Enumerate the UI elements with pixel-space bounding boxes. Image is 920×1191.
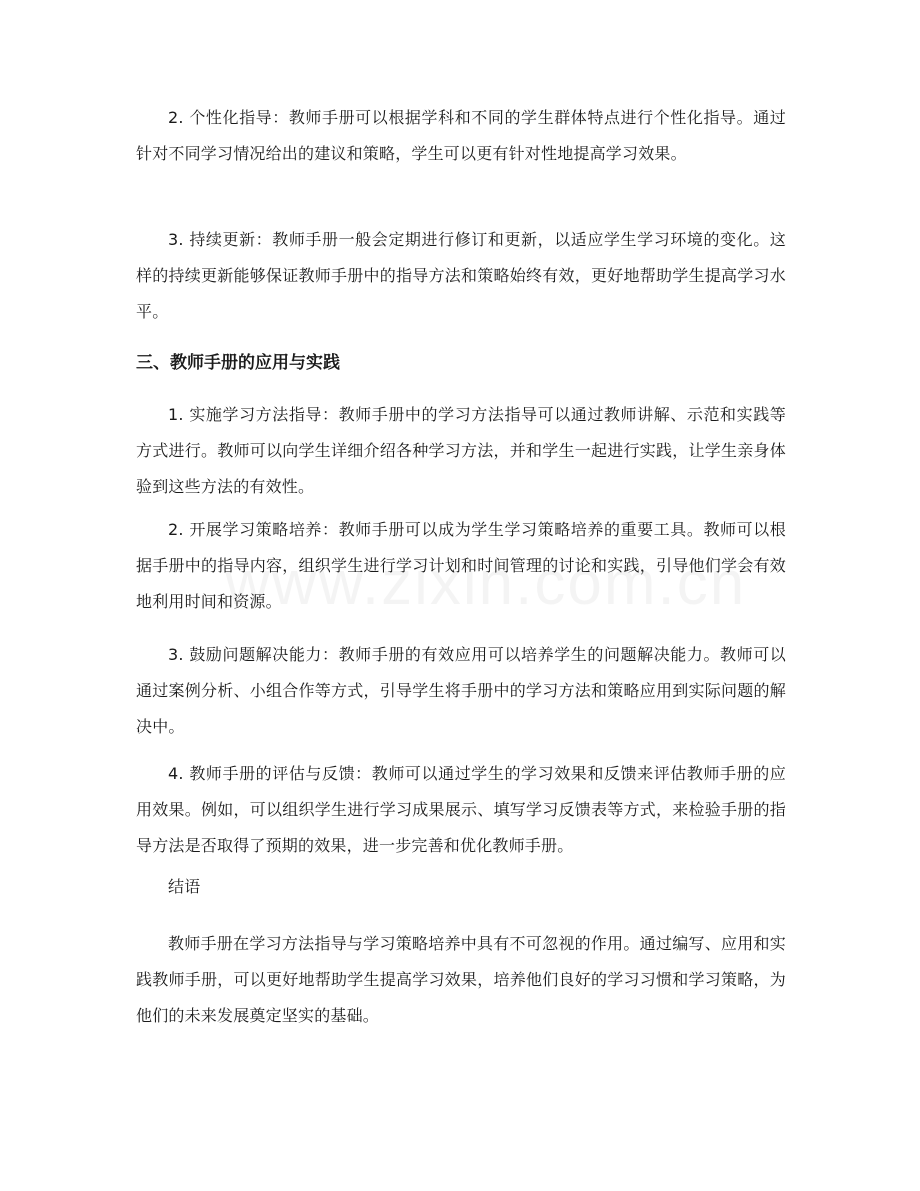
paragraph-evaluation-feedback: 4. 教师手册的评估与反馈：教师可以通过学生的学习效果和反馈来评估教师手册的应用效果。例如，可以组织学生进行学习成果展示、填写学习反馈表等方式，来检验手册的指导方法是否取得了预期的效果，进一步完善和优化教师手册。 — [136, 764, 786, 855]
paragraph-strategy-cultivation: 2. 开展学习策略培养：教师手册可以成为学生学习策略培养的重要工具。教师可以根据手册中的指导内容，组织学生进行学习计划和时间管理的讨论和实践，引导他们学会有效地利用时间和资源。 — [136, 520, 786, 611]
paragraph-continuous-update: 3. 持续更新：教师手册一般会定期进行修订和更新，以适应学生学习环境的变化。这样的持续更新能够保证教师手册中的指导方法和策略始终有效，更好地帮助学生提高学习水平。 — [136, 230, 786, 321]
paragraph-personalized-guidance: 2. 个性化指导：教师手册可以根据学科和不同的学生群体特点进行个性化指导。通过针对不同学习情况给出的建议和策略，学生可以更有针对性地提高学习效果。 — [136, 108, 786, 163]
paragraph-problem-solving: 3. 鼓励问题解决能力：教师手册的有效应用可以培养学生的问题解决能力。教师可以通过案例分析、小组合作等方式，引导学生将手册中的学习方法和策略应用到实际问题的解决中。 — [136, 645, 786, 736]
section-heading-application-practice: 三、教师手册的应用与实践 — [136, 353, 340, 373]
conclusion-label: 结语 — [168, 877, 201, 896]
paragraph-conclusion: 教师手册在学习方法指导与学习策略培养中具有不可忽视的作用。通过编写、应用和实践教师手册，可以更好地帮助学生提高学习效果，培养他们良好的学习习惯和学习策略，为他们的未来发展奠定坚实的基础。 — [136, 934, 786, 1025]
paragraph-method-guidance: 1. 实施学习方法指导：教师手册中的学习方法指导可以通过教师讲解、示范和实践等方式进行。教师可以向学生详细介绍各种学习方法，并和学生一起进行实践，让学生亲身体验到这些方法的有效性。 — [136, 405, 786, 496]
